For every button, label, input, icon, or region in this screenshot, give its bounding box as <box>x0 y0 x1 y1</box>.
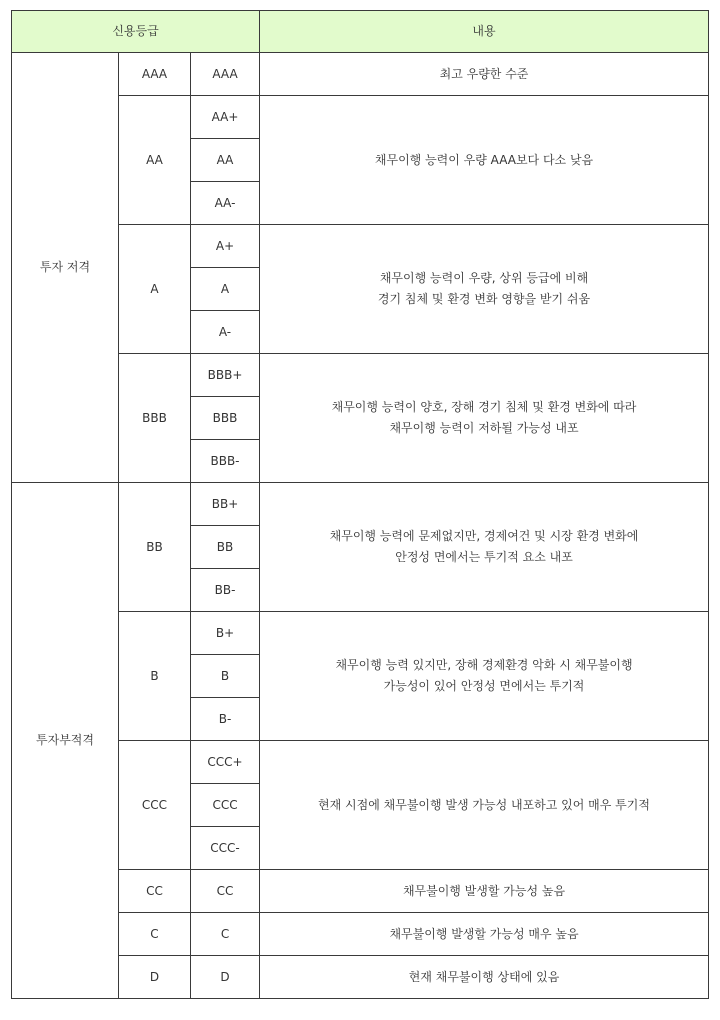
category-investment-grade: 투자 저격 <box>12 53 119 483</box>
header-content: 내용 <box>260 11 709 53</box>
sub-grade-cell: AAA <box>191 53 260 96</box>
sub-grade-cell: B+ <box>191 612 260 655</box>
table-row <box>12 483 709 526</box>
description-line: 채무불이행 발생할 가능성 매우 높음 <box>389 926 579 941</box>
description-line: 최고 우량한 수준 <box>439 66 529 81</box>
grade-cell: C <box>119 913 191 956</box>
header-row <box>12 11 709 53</box>
sub-grade-cell: B- <box>191 698 260 741</box>
description-line: 현재 채무불이행 상태에 있음 <box>408 969 560 984</box>
description-cell <box>260 483 709 612</box>
description-line: 채무이행 능력에 문제없지만, 경제여건 및 시장 환경 변화에 <box>329 529 639 543</box>
description-cell <box>260 913 709 956</box>
sub-grade-cell: BB <box>191 526 260 569</box>
sub-grade-cell: A <box>191 268 260 311</box>
sub-grade-cell: AA <box>191 139 260 182</box>
sub-grade-cell: A+ <box>191 225 260 268</box>
description-line: 채무이행 능력 있지만, 장해 경제환경 악화 시 채무불이행 <box>335 658 633 672</box>
sub-grade-cell: BBB+ <box>191 354 260 397</box>
sub-grade-cell: AA+ <box>191 96 260 139</box>
sub-grade-cell: B <box>191 655 260 698</box>
description-line: 채무이행 능력이 우량 AAA보다 다소 낮음 <box>374 152 594 167</box>
grade-cell: B <box>119 612 191 741</box>
description-line: 가능성이 있어 안정성 면에서는 투기적 <box>383 679 585 693</box>
description-line: 채무이행 능력이 저하될 가능성 내포 <box>389 421 579 435</box>
credit-rating-table <box>11 10 709 999</box>
description-cell <box>260 96 709 225</box>
grade-cell: AA <box>119 96 191 225</box>
sub-grade-cell: BB+ <box>191 483 260 526</box>
grade-cell: BBB <box>119 354 191 483</box>
description-cell <box>260 741 709 870</box>
description-cell <box>260 354 709 483</box>
grade-cell: D <box>119 956 191 999</box>
description-line: 채무이행 능력이 우량, 상위 등급에 비해 <box>379 271 589 285</box>
sub-grade-cell: CCC- <box>191 827 260 870</box>
sub-grade-cell: AA- <box>191 182 260 225</box>
sub-grade-cell: CCC+ <box>191 741 260 784</box>
sub-grade-cell: CC <box>191 870 260 913</box>
description-cell <box>260 956 709 999</box>
description-cell <box>260 225 709 354</box>
sub-grade-cell: BB- <box>191 569 260 612</box>
sub-grade-cell: BBB <box>191 397 260 440</box>
grade-cell: BB <box>119 483 191 612</box>
sub-grade-cell: CCC <box>191 784 260 827</box>
description-line: 채무불이행 발생할 가능성 높음 <box>402 883 566 898</box>
description-line: 안정성 면에서는 투기적 요소 내포 <box>395 550 573 564</box>
sub-grade-cell: BBB- <box>191 440 260 483</box>
description-line: 현재 시점에 채무불이행 발생 가능성 내포하고 있어 매우 투기적 <box>318 797 650 812</box>
grade-cell: AAA <box>119 53 191 96</box>
description-line: 경기 침체 및 환경 변화 영향을 받기 쉬움 <box>377 292 591 306</box>
category-speculative-grade: 투자부적격 <box>12 483 119 999</box>
sub-grade-cell: A- <box>191 311 260 354</box>
sub-grade-cell: C <box>191 913 260 956</box>
sub-grade-cell: D <box>191 956 260 999</box>
grade-cell: CCC <box>119 741 191 870</box>
description-line: 채무이행 능력이 양호, 장해 경기 침체 및 환경 변화에 따라 <box>331 400 637 414</box>
header-credit-grade: 신용등급 <box>12 11 260 53</box>
description-cell <box>260 870 709 913</box>
table-row <box>12 53 709 96</box>
grade-cell: CC <box>119 870 191 913</box>
description-cell <box>260 53 709 96</box>
grade-cell: A <box>119 225 191 354</box>
description-cell <box>260 612 709 741</box>
